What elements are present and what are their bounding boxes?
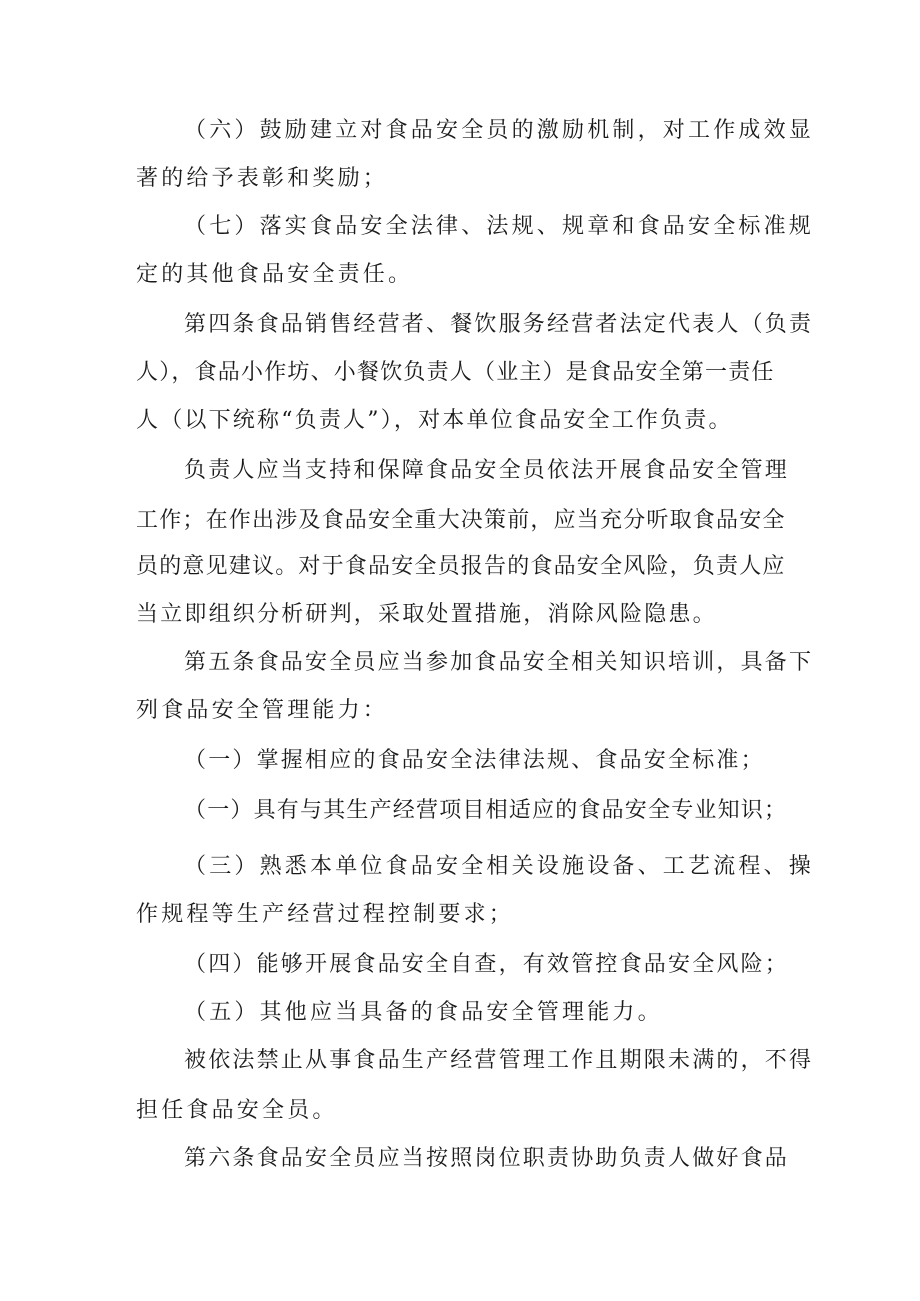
text-line: 第六条食品安全员应当按照岗位职责协助负责人做好食品 [184, 1146, 790, 1171]
text-line: 人），食品小作坊、小餐饮负责人（业主）是食品安全第一责任 [136, 360, 775, 385]
text-line: 工作；在作出涉及食品安全重大决策前，应当充分听取食品安全 [136, 508, 786, 533]
text-line: （七）落实食品安全法律、法规、规章和食品安全标准规 [184, 214, 815, 239]
text-line: 定的其他食品安全责任。 [136, 262, 414, 287]
text-line: 负责人应当支持和保障食品安全员依法开展食品安全管理 [184, 458, 790, 483]
text-line: 人（以下统称“负责人”），对本单位食品安全工作负责。 [136, 408, 733, 433]
text-line: （五）其他应当具备的食品安全管理能力。 [184, 1000, 663, 1025]
text-line: 作规程等生产经营过程控制要求； [136, 902, 515, 927]
text-line: 第五条食品安全员应当参加食品安全相关知识培训，具备下 [184, 650, 814, 675]
text-line: （四）能够开展食品安全自查，有效管控食品安全风险； [184, 952, 790, 977]
text-line: （三）熟悉本单位食品安全相关设施设备、工艺流程、操 [184, 854, 815, 879]
text-line: 第四条食品销售经营者、餐饮服务经营者法定代表人（负责 [184, 312, 814, 337]
text-line: 被依法禁止从事食品生产经营管理工作且期限未满的，不得 [184, 1048, 814, 1073]
text-line: 员的意见建议。对于食品安全员报告的食品安全风险，负责人应 [136, 554, 786, 579]
text-line: 担任食品安全员。 [136, 1098, 338, 1123]
text-line: 当立即组织分析研判，采取处置措施，消除风险隐患。 [136, 602, 717, 627]
text-line: 著的给予表彰和奖励； [136, 166, 389, 191]
text-line: 列食品安全管理能力： [136, 698, 389, 723]
text-line: （一）具有与其生产经营项目相适应的食品安全专业知识； [184, 798, 788, 823]
text-line: （一）掌握相应的食品安全法律法规、食品安全标准； [184, 748, 765, 773]
text-line: （六）鼓励建立对食品安全员的激励机制，对工作成效显 [184, 118, 815, 143]
